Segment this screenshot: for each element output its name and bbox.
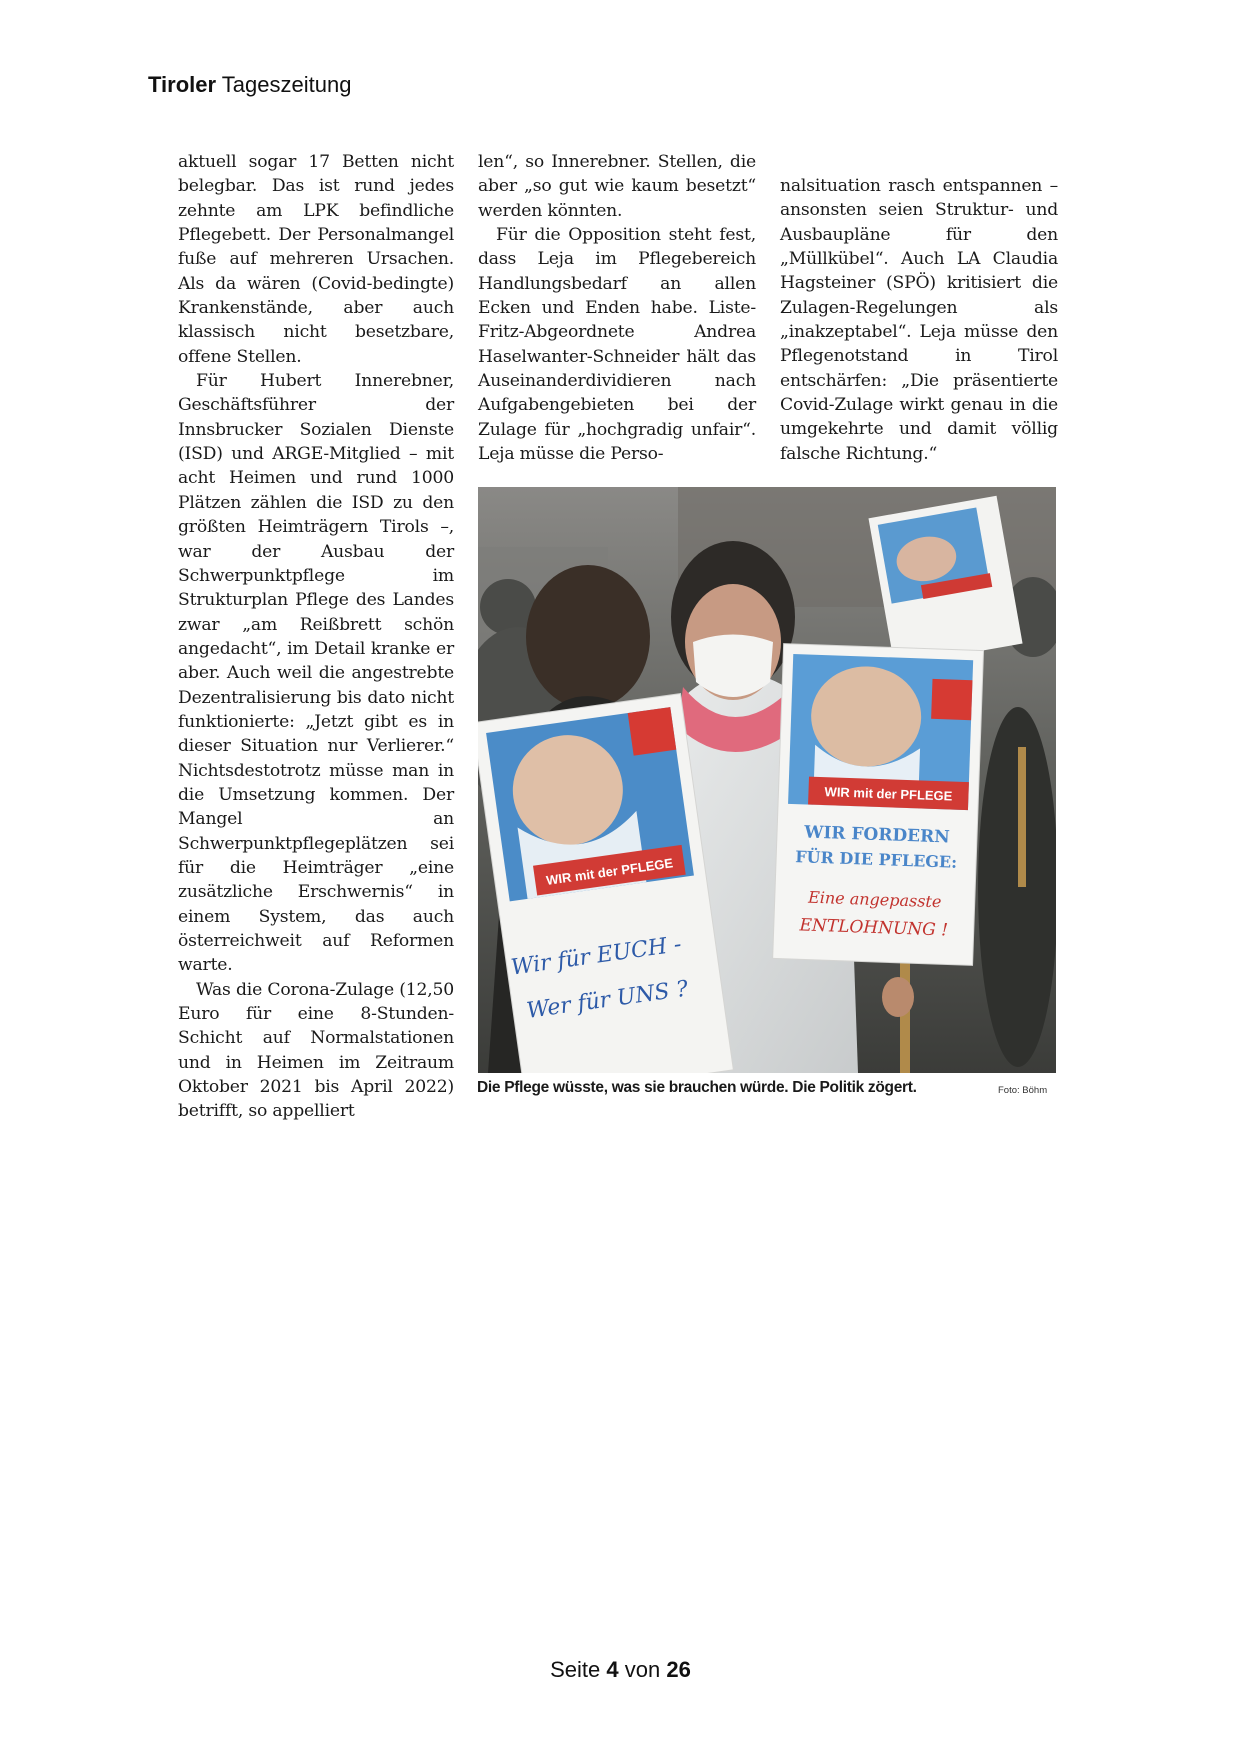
photo-credit: Foto: Böhm: [998, 1085, 1048, 1096]
brand-name-bold: Tiroler: [148, 72, 217, 97]
sign-left-line2: Wer für UNS ?: [525, 976, 690, 1024]
paragraph: Für die Opposition steht fest, dass Leja im Pflegebereich Handlungsbedarf an allen Ecken und Enden habe. Liste-Fritz-Abgeordnete Andrea Haselwanter-Schneider hält das Auseinanderdividieren nach Aufgabengebieten bei der Zulage für „hochgradig unfair“. Leja müsse die Perso-: [478, 225, 756, 465]
sign-right-line1: WIR FORDERN: [803, 822, 951, 848]
sign-right-line2: FÜR DIE PFLEGE:: [794, 847, 958, 872]
footer-middle: von: [624, 1657, 661, 1682]
protest-photo: [478, 487, 1056, 1073]
paragraph: len“, so Innerebner. Stellen, die aber „so gut wie kaum besetzt“ werden könnten.: [478, 152, 756, 221]
footer-prefix: Seite: [550, 1657, 601, 1682]
sign-right-line4: ENTLOHNUNG !: [799, 915, 949, 941]
sign-right-line3: Eine angepasste: [807, 887, 942, 912]
paragraph: aktuell sogar 17 Betten nicht belegbar. Das ist rund jedes zehnte am LPK befindliche Pflegebett. Der Personalmangel fuße auf mehreren Ursachen. Als da wären (Covid-bedingte) Krankenstände, aber auch klassisch nicht besetzbare, offene Stellen.: [178, 152, 454, 367]
brand-name-regular: Tageszeitung: [221, 72, 352, 97]
publication-header: [148, 72, 351, 98]
total-page-count: 26: [666, 1657, 691, 1682]
photo-caption: Die Pflege wüsste, was sie brauchen würde. Die Politik zögert.: [477, 1079, 917, 1096]
sign-left-banner: WIR mit der PFLEGE: [545, 855, 674, 888]
article-column-1: [178, 150, 454, 1124]
article-column-2: [478, 150, 756, 466]
paragraph: nalsituation rasch entspannen – ansonsten seien Struktur- und Ausbaupläne für den „Müllkübel“. Auch LA Claudia Hagsteiner (SPÖ) kritisiert die Zulagen-Regelungen als „inakzeptabel“. Leja müsse den Pflegenotstand in Tirol entschärfen: „Die präsentierte Covid-Zulage wirkt genau in die umgekehrte und damit völlig falsche Richtung.“: [780, 176, 1058, 464]
article-column-3: [780, 174, 1058, 466]
sign-left-line1: Wir für EUCH -: [509, 932, 683, 981]
paragraph: Was die Corona-Zulage (12,50 Euro für eine 8-Stunden-Schicht auf Normalstationen und in Heimen im Zeitraum Oktober 2021 bis April 2022) betrifft, so appelliert: [178, 979, 454, 1122]
paragraph: Für Hubert Innerebner, Geschäftsführer der Innsbrucker Sozialen Dienste (ISD) und ARGE-Mitglied – mit acht Heimen und rund 1000 Plätzen zählen die ISD zu den größten Heimträgern Tirols –, war der Ausbau der Schwerpunktpflege im Strukturplan Pflege des Landes zwar „am Reißbrett schön angedacht“, im Detail kranke er aber. Auch weil die angestrebte Dezentralisierung bis dato nicht funktionierte: „Jetzt gibt es in dieser Situation nur Verlierer.“ Nichtsdestotrotz müsse man in die Umsetzung kommen. Der Mangel an Schwerpunktpflegeplätzen sei für die Heimträger „eine zusätzliche Erschwernis“ in einem System, das auch österreichweit auf Reformen warte.: [178, 371, 454, 976]
current-page-number: 4: [606, 1657, 619, 1682]
sign-right-banner: WIR mit der PFLEGE: [824, 784, 953, 804]
page-footer: [0, 1657, 1241, 1683]
